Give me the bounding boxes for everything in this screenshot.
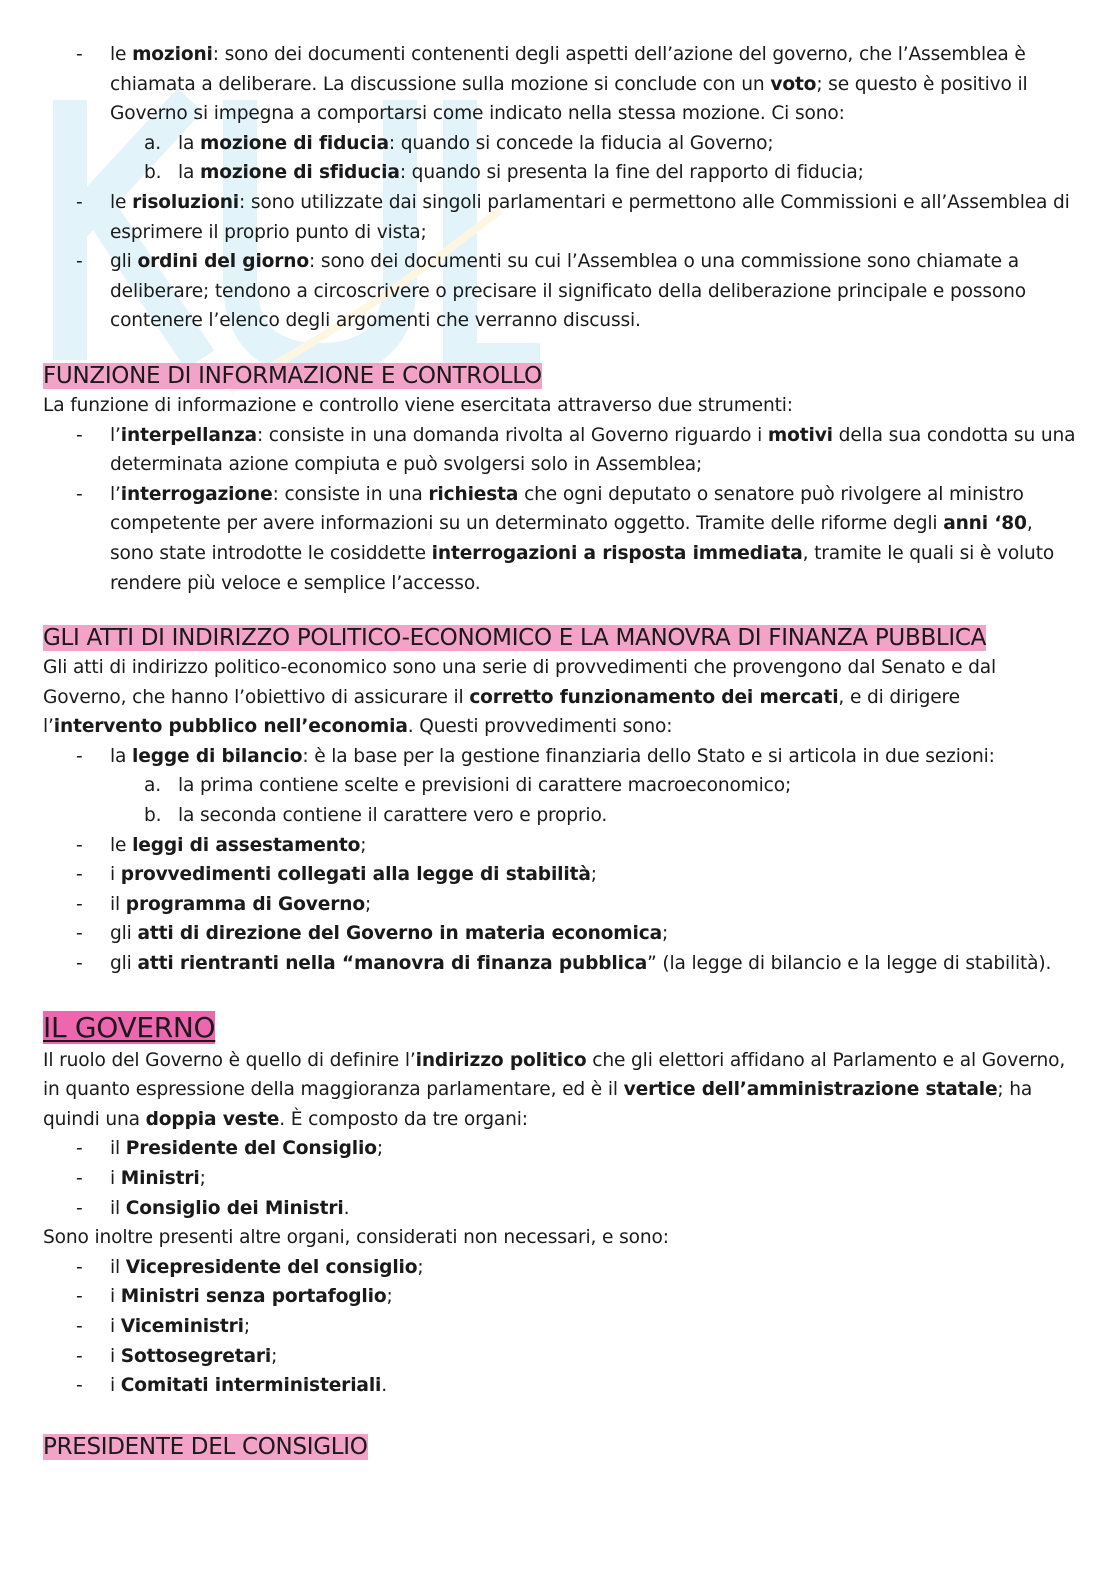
section-heading-presidente: PRESIDENTE DEL CONSIGLIO	[43, 1433, 368, 1460]
list-item-consiglio-ministri: - il Consiglio dei Ministri.	[43, 1194, 1078, 1224]
list-item-mozione-sfiducia: b. la mozione di sfiducia: quando si presenta la fine del rapporto di fiducia;	[144, 162, 864, 184]
list-item-interrogazione: - l’interrogazione: consiste in una richiesta che ogni deputato o senatore può rivolgere al ministro competente per avere informazioni su un determinato oggetto. Tramite delle riforme degli anni ‘80, sono state introdotte le cosiddette interrogazioni a risposta immediata, tramite le quali si è voluto rendere più veloce e semplice l’accesso.	[43, 480, 1078, 598]
list-item-risoluzioni: - le risoluzioni: sono utilizzate dai singoli parlamentari e permettono alle Commissioni e all’Assemblea di esprimere il proprio punto di vista;	[43, 188, 1078, 247]
list-item-provvedimenti-collegati: - i provvedimenti collegati alla legge di stabilità;	[43, 860, 1078, 890]
list-item-ordini-del-giorno: - gli ordini del giorno: sono dei documenti su cui l’Assemblea o una commissione sono chiamate a deliberare; tendono a circoscrivere o precisare il significato della deliberazione principale e possono contenere l’elenco degli argomenti che verranno discussi.	[43, 247, 1078, 336]
paragraph-atti-intro: Gli atti di indirizzo politico-economico sono una serie di provvedimenti che provengono dal Senato e dal Governo, che hanno l’obiettivo di assicurare il corretto funzionamento dei mercati, e di dirigere l’intervento pubblico nell’economia. Questi provvedimenti sono:	[43, 657, 997, 738]
list-item-bilancio-prima: a. la prima contiene scelte e previsioni di carattere macroeconomico;	[144, 775, 792, 797]
list-item-mozione-fiducia: a. la mozione di fiducia: quando si concede la fiducia al Governo;	[144, 132, 774, 154]
list-item-legge-bilancio: - la legge di bilancio: è la base per la gestione finanziaria dello Stato e si articola in due sezioni:	[43, 742, 1078, 772]
list-item-viceministri: - i Viceministri;	[43, 1312, 1078, 1342]
chapter-title-governo: IL GOVERNO	[43, 1010, 216, 1044]
list-item-mozioni: - le mozioni: sono dei documenti contenenti degli aspetti dell’azione del governo, che l’Assemblea è chiamata a deliberare. La discussione sulla mozione si conclude con un voto; se questo è positivo il Governo si impegna a comportarsi come indicato nella stessa mozione. Ci sono:	[43, 40, 1078, 129]
list-item-programma-governo: - il programma di Governo;	[43, 890, 1078, 920]
list-item-bilancio-seconda: b. la seconda contiene il carattere vero e proprio.	[144, 805, 608, 827]
paragraph-governo-intro: Il ruolo del Governo è quello di definire l’indirizzo politico che gli elettori affidano al Parlamento e al Governo, in quanto espressione della maggioranza parlamentare, ed è il vertice dell’amministrazione statale; ha quindi una doppia veste. È composto da tre organi:	[43, 1049, 1066, 1130]
paragraph-informazione-intro: La funzione di informazione e controllo viene esercitata attraverso due strumenti:	[43, 394, 793, 416]
list-item-sottosegretari: - i Sottosegretari;	[43, 1342, 1078, 1372]
paragraph-altri-organi: Sono inoltre presenti altre organi, considerati non necessari, e sono:	[43, 1227, 669, 1249]
list-item-assestamento: - le leggi di assestamento;	[43, 831, 1078, 861]
list-item-interpellanza: - l’interpellanza: consiste in una domanda rivolta al Governo riguardo i motivi della sua condotta su una determinata azione compiuta e può svolgersi solo in Assemblea;	[43, 421, 1078, 480]
list-item-ministri: - i Ministri;	[43, 1164, 1078, 1194]
content	[43, 40, 1078, 1462]
list-item-atti-direzione: - gli atti di direzione del Governo in materia economica;	[43, 919, 1078, 949]
list-item-comitati: - i Comitati interministeriali.	[43, 1371, 1078, 1401]
list-item-manovra: - gli atti rientranti nella “manovra di finanza pubblica” (la legge di bilancio e la legge di stabilità).	[43, 949, 1078, 979]
list-item-presidente-consiglio: - il Presidente del Consiglio;	[43, 1134, 1078, 1164]
section-heading-informazione: FUNZIONE DI INFORMAZIONE E CONTROLLO	[43, 362, 542, 389]
list-item-vicepresidente: - il Vicepresidente del consiglio;	[43, 1253, 1078, 1283]
section-heading-atti-indirizzo: GLI ATTI DI INDIRIZZO POLITICO-ECONOMICO E LA MANOVRA DI FINANZA PUBBLICA	[43, 625, 987, 652]
list-item-ministri-senza-portafoglio: - i Ministri senza portafoglio;	[43, 1282, 1078, 1312]
